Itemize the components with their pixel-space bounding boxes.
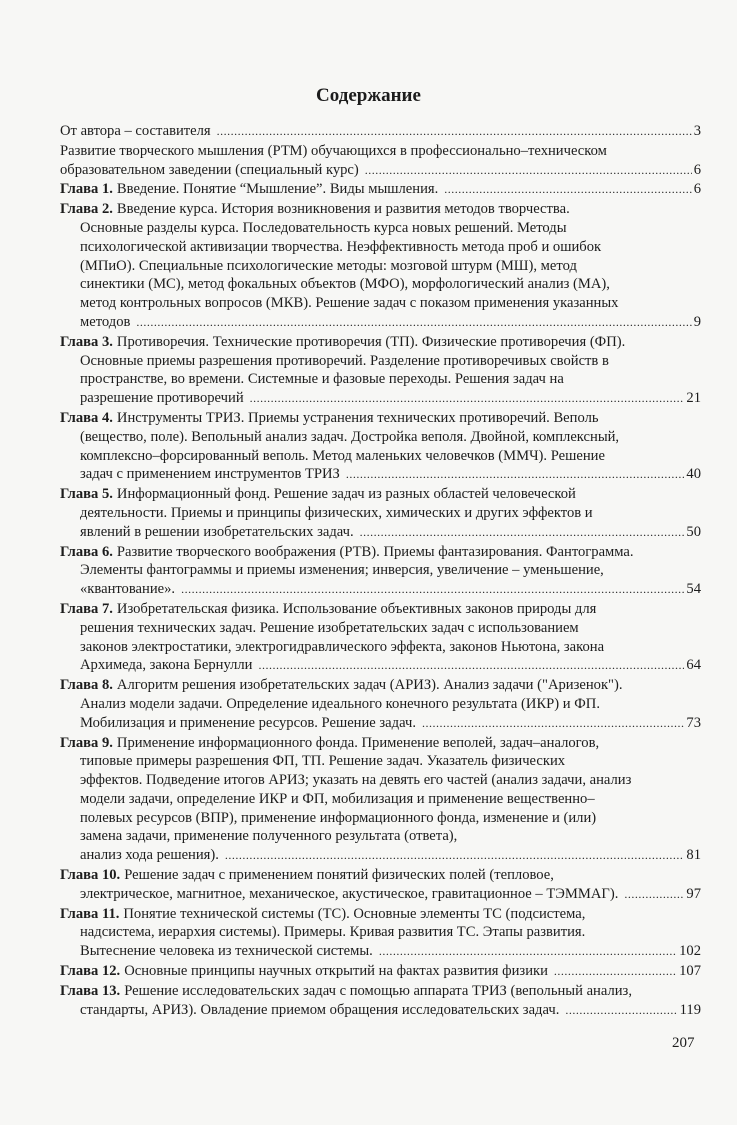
chapter-label: Глава 13.	[60, 982, 121, 999]
entry-text: Основные принципы научных открытий на фактах развития физики	[124, 963, 548, 980]
entry-page-number: 54	[686, 581, 701, 598]
entry-text: Инструменты ТРИЗ. Приемы устранения технических противоречий. Веполь	[116, 409, 599, 426]
toc-line	[60, 942, 701, 961]
toc-entry[interactable]	[60, 543, 701, 599]
toc-line	[60, 771, 701, 790]
entry-page-number: 97	[686, 885, 701, 902]
dot-leader	[624, 885, 684, 904]
dot-leader	[554, 962, 677, 981]
toc-line	[60, 428, 701, 447]
entry-page-number: 64	[686, 657, 701, 674]
toc-entry[interactable]	[60, 600, 701, 675]
entry-text: От автора – составителя	[60, 123, 211, 139]
toc-line	[60, 561, 701, 580]
entry-text: Основные приемы разрешения противоречий. Разделение противоречивых свойств в	[80, 352, 609, 369]
entry-text: Решение исследовательских задач с помощью аппарата ТРИЗ (вепольный анализ,	[124, 982, 632, 999]
entry-text: надсистема, иерархия системы). Примеры. Кривая развития ТС. Этапы развития.	[80, 924, 586, 941]
chapter-label: Глава 12.	[60, 963, 121, 980]
entry-text: замена задачи, применение полученного результата (ответа),	[80, 828, 458, 845]
chapter-label: Глава 3.	[60, 333, 113, 350]
dot-leader	[217, 122, 692, 141]
toc-line	[60, 313, 701, 332]
chapter-label: Глава 11.	[60, 905, 120, 922]
entry-text: пространстве, во времени. Системные и фазовые переходы. Решения задач на	[80, 371, 564, 388]
toc-line	[60, 352, 701, 371]
toc-entry[interactable]	[60, 142, 701, 180]
entry-text: законов электростатики, электрогидравлического эффекта, законов Ньютона, закона	[80, 638, 605, 655]
entry-text: Вытеснение человека из технической системы.	[80, 943, 373, 960]
entry-page-number: 81	[686, 847, 701, 864]
toc-line	[60, 790, 701, 809]
entry-text: метод контрольных вопросов (МКВ). Решение задач с показом применения указанных	[80, 295, 619, 312]
dot-leader	[181, 580, 684, 599]
entry-page-number: 119	[679, 1001, 701, 1018]
toc-entry[interactable]	[60, 122, 701, 141]
dot-leader	[360, 523, 685, 542]
toc-entry[interactable]	[60, 333, 701, 408]
entry-text: Изобретательская физика. Использование объективных законов природы для	[116, 600, 597, 617]
entry-text: Введение. Понятие “Мышление”. Виды мышления.	[116, 181, 439, 198]
entry-text: синектики (МС), метод фокальных объектов (МФО), морфологический анализ (МА),	[80, 276, 610, 293]
chapter-label: Глава 2.	[60, 201, 113, 218]
toc-line	[60, 180, 701, 199]
toc-line	[60, 638, 701, 657]
toc-entry[interactable]	[60, 905, 701, 961]
entry-text: Анализ модели задачи. Определение идеального конечного результата (ИКР) и ФП.	[80, 695, 600, 712]
toc-line	[60, 619, 701, 638]
toc-line	[60, 275, 701, 294]
table-of-contents	[60, 122, 701, 1019]
entry-text: модели задачи, определение ИКР и ФП, мобилизация и применение вещественно–	[80, 790, 595, 807]
entry-page-number: 21	[686, 390, 701, 407]
page-title: Содержание	[316, 85, 421, 106]
toc-line	[60, 200, 701, 219]
toc-line	[60, 219, 701, 238]
entry-page-number: 50	[686, 523, 701, 540]
entry-text: Решение задач с применением понятий физических полей (тепловое,	[124, 867, 554, 884]
chapter-label: Глава 8.	[60, 677, 113, 694]
entry-text: Применение информационного фонда. Применение веполей, задач–аналогов,	[116, 734, 600, 751]
toc-line	[60, 885, 701, 904]
entry-page-number: 3	[693, 123, 701, 139]
page-number: 207	[672, 1035, 695, 1052]
entry-text: анализ хода решения).	[80, 847, 219, 864]
toc-line	[60, 962, 701, 981]
toc-line	[60, 1001, 701, 1020]
entry-text: деятельности. Приемы и принципы физических, химических и других эффектов и	[80, 504, 593, 521]
entry-text: Основные разделы курса. Последовательность курса новых решений. Методы	[80, 219, 567, 236]
entry-text: решения технических задач. Решение изобретательских задач с использованием	[80, 619, 579, 636]
toc-line	[60, 523, 701, 542]
dot-leader	[379, 942, 677, 961]
chapter-label: Глава 9.	[60, 734, 113, 751]
entry-page-number: 73	[686, 714, 701, 731]
toc-entry[interactable]	[60, 982, 701, 1020]
toc-line	[60, 905, 701, 924]
entry-page-number: 102	[679, 943, 701, 960]
toc-line	[60, 923, 701, 942]
entry-text: эффектов. Подведение итогов АРИЗ; указать на девять его частей (анализ задачи, анализ	[80, 772, 632, 789]
dot-leader	[365, 161, 692, 180]
toc-entry[interactable]	[60, 962, 701, 981]
chapter-label: Глава 7.	[60, 600, 113, 617]
toc-line	[60, 370, 701, 389]
toc-line	[60, 389, 701, 408]
toc-line	[60, 238, 701, 257]
entry-text: задач с применением инструментов ТРИЗ	[80, 466, 340, 483]
toc-line	[60, 447, 701, 466]
toc-entry[interactable]	[60, 676, 701, 732]
chapter-label: Глава 4.	[60, 409, 113, 426]
dot-leader	[565, 1001, 677, 1020]
toc-line	[60, 504, 701, 523]
toc-line	[60, 161, 701, 180]
toc-line	[60, 142, 701, 161]
toc-entry[interactable]	[60, 409, 701, 484]
toc-line	[60, 676, 701, 695]
chapter-label: Глава 10.	[60, 867, 121, 884]
toc-line	[60, 695, 701, 714]
entry-text: Развитие творческого мышления (РТМ) обучающихся в профессионально–техническом	[60, 142, 607, 159]
toc-line	[60, 734, 701, 753]
entry-text: электрическое, магнитное, механическое, акустическое, гравитационное – ТЭММАГ).	[80, 885, 619, 902]
toc-line	[60, 752, 701, 771]
dot-leader	[444, 180, 691, 199]
entry-text: Развитие творческого воображения (РТВ). Приемы фантазирования. Фантограмма.	[116, 543, 634, 560]
entry-text: комплексно–форсированный веполь. Метод маленьких человечков (ММЧ). Решение	[80, 447, 605, 464]
toc-entry[interactable]	[60, 200, 701, 332]
toc-line	[60, 409, 701, 428]
toc-line	[60, 543, 701, 562]
toc-entry[interactable]	[60, 866, 701, 904]
entry-text: явлений в решении изобретательских задач.	[80, 523, 354, 540]
entry-text: методов	[80, 313, 131, 330]
toc-line	[60, 809, 701, 828]
entry-text: Мобилизация и применение ресурсов. Решение задач.	[80, 714, 416, 731]
entry-text: (вещество, поле). Вепольный анализ задач. Достройка веполя. Двойной, комплексный,	[80, 428, 620, 445]
chapter-label: Глава 5.	[60, 486, 113, 503]
toc-line	[60, 827, 701, 846]
chapter-label: Глава 1.	[60, 181, 113, 198]
toc-line	[60, 580, 701, 599]
entry-text: полевых ресурсов (ВПР), применение информационного фонда, изменение и (или)	[80, 809, 597, 826]
dot-leader	[250, 389, 685, 408]
entry-text: Понятие технической системы (ТС). Основные элементы ТС (подсистема,	[123, 905, 586, 922]
chapter-label: Глава 6.	[60, 543, 113, 560]
dot-leader	[136, 313, 691, 332]
toc-line	[60, 257, 701, 276]
entry-text: типовые примеры разрешения ФП, ТП. Решение задач. Указатель физических	[80, 753, 566, 770]
toc-line	[60, 294, 701, 313]
toc-line	[60, 465, 701, 484]
toc-line	[60, 982, 701, 1001]
toc-entry[interactable]	[60, 485, 701, 541]
entry-text: Введение курса. История возникновения и развития методов творчества.	[116, 201, 570, 218]
toc-line	[60, 600, 701, 619]
entry-text: «квантование».	[80, 581, 176, 598]
toc-line	[60, 333, 701, 352]
dot-leader	[422, 714, 684, 733]
entry-text: (МПиО). Специальные психологические методы: мозговой штурм (МШ), метод	[80, 257, 577, 274]
entry-page-number: 107	[679, 963, 701, 980]
entry-text: Противоречия. Технические противоречия (ТП). Физические противоречия (ФП).	[116, 333, 626, 350]
entry-text: Архимеда, закона Бернулли	[80, 657, 253, 674]
entry-text: Информационный фонд. Решение задач из разных областей человеческой	[116, 486, 576, 503]
toc-line	[60, 866, 701, 885]
toc-line	[60, 656, 701, 675]
toc-line	[60, 714, 701, 733]
entry-page-number: 6	[693, 181, 701, 198]
entry-text: психологической активизации творчества. Неэффективность метода проб и ошибок	[80, 238, 602, 255]
entry-text: стандарты, АРИЗ). Овладение приемом обращения исследовательских задач.	[80, 1001, 560, 1018]
toc-line	[60, 846, 701, 865]
entry-text: образовательном заведении (специальный курс)	[60, 161, 359, 178]
entry-text: Алгоритм решения изобретательских задач (АРИЗ). Анализ задачи ("Аризенок").	[116, 677, 623, 694]
toc-entry[interactable]	[60, 180, 701, 199]
entry-text: Элементы фантограммы и приемы изменения; инверсия, увеличение – уменьшение,	[80, 562, 604, 579]
entry-text: разрешение противоречий	[80, 390, 244, 407]
dot-leader	[346, 465, 685, 484]
entry-page-number: 6	[693, 161, 701, 178]
entry-page-number: 40	[686, 466, 701, 483]
toc-line	[60, 485, 701, 504]
toc-line	[60, 122, 701, 141]
entry-page-number: 9	[693, 313, 701, 330]
toc-entry[interactable]	[60, 734, 701, 866]
dot-leader	[258, 656, 684, 675]
dot-leader	[225, 846, 685, 865]
